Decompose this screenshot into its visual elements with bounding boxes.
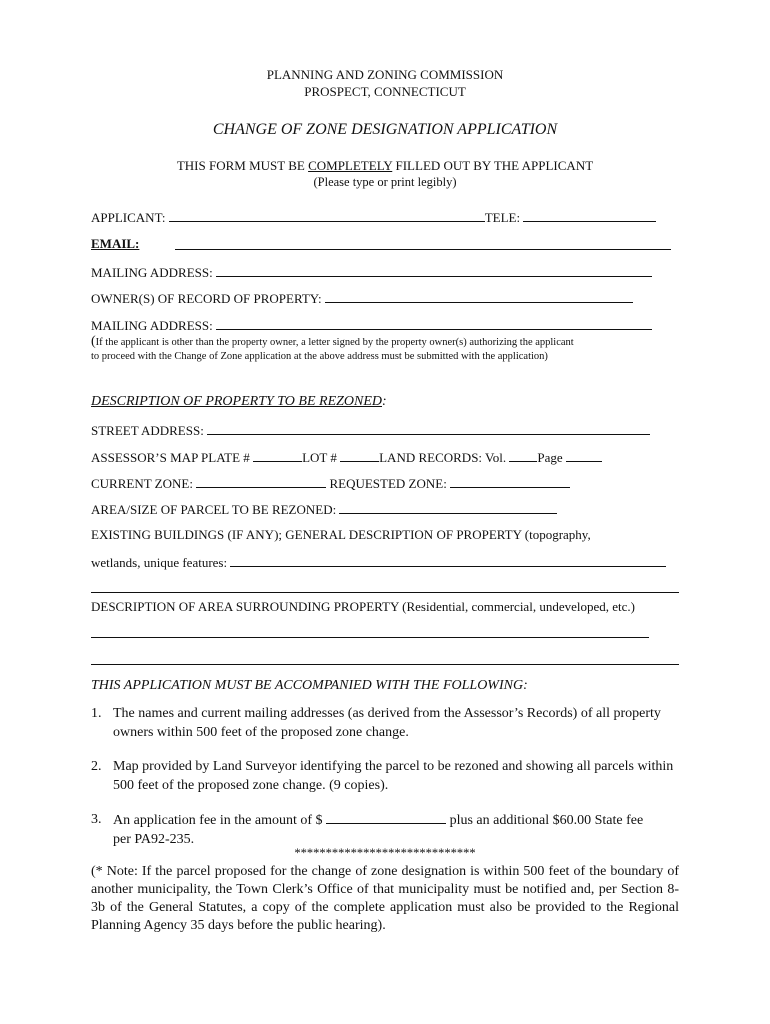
tele-field[interactable] — [523, 209, 656, 222]
page-label: Page — [537, 450, 563, 465]
area-row — [91, 501, 557, 518]
instruction-post: FILLED OUT BY THE APPLICANT — [392, 158, 594, 173]
instruction-pre: THIS FORM MUST BE — [176, 158, 309, 173]
fee-text-line2: per PA92-235. — [113, 832, 195, 847]
volume-field[interactable] — [509, 449, 537, 462]
map-plate-label: ASSESSOR’S MAP PLATE # — [91, 450, 250, 465]
mailing-address-row-2 — [91, 317, 652, 334]
area-field[interactable] — [339, 501, 557, 514]
requested-zone-field[interactable] — [450, 475, 570, 488]
requirement-item-2 — [91, 757, 681, 795]
footnote: (* Note: If the parcel proposed for the change of zone designation is within 500 feet of the boundary of another municipality, the Town Clerk’s Office of that municipality must be notified and, per Section 8-3b of the General Statutes, a copy of the complete application must also be provided to the Regional Planning Agency 35 days before the public hearing). — [91, 864, 679, 933]
applicant-row — [91, 209, 656, 226]
applicant-label: APPLICANT: — [91, 210, 166, 225]
form-title: CHANGE OF ZONE DESIGNATION APPLICATION — [212, 121, 558, 138]
note-text-1: If the applicant is other than the property owner, a letter signed by the property owner(s) authorizing the applicant — [95, 337, 574, 348]
area-label: AREA/SIZE OF PARCEL TO BE REZONED: — [91, 502, 337, 517]
requested-zone-label: REQUESTED ZONE: — [329, 476, 447, 491]
requirement-text-1: The names and current mailing addresses (as derived from the Assessor’s Records) of all property owners within 500 feet of the proposed zone change. — [113, 706, 661, 740]
existing-buildings-label: EXISTING BUILDINGS (IF ANY); GENERAL DESCRIPTION OF PROPERTY (topography, — [91, 527, 591, 542]
tele-label: TELE: — [484, 210, 521, 225]
street-address-label: STREET ADDRESS: — [91, 423, 204, 438]
instruction-emphasis: COMPLETELY — [308, 158, 393, 173]
owner-field[interactable] — [325, 290, 633, 303]
map-plate-field[interactable] — [253, 449, 302, 462]
map-plate-row — [91, 449, 602, 466]
owner-row — [91, 290, 633, 307]
form-instruction — [0, 158, 770, 174]
fee-text-post: plus an additional $60.00 State fee — [449, 813, 644, 828]
property-section-title-text: DESCRIPTION OF PROPERTY TO BE REZONED — [91, 394, 383, 409]
asterisk-divider: ***************************** — [294, 846, 476, 860]
street-address-row — [91, 422, 650, 439]
description-line-extra[interactable] — [91, 592, 679, 593]
email-label: EMAIL: — [91, 236, 140, 251]
fee-amount-field[interactable] — [326, 810, 446, 824]
requirement-number-2: 2. — [91, 759, 102, 774]
wetlands-row — [91, 554, 666, 571]
mailing-address-field-2[interactable] — [216, 317, 652, 330]
instruction-subtext: (Please type or print legibly) — [313, 175, 457, 189]
mailing-address-row-1 — [91, 264, 652, 281]
lot-field[interactable] — [340, 449, 379, 462]
surrounding-field-1[interactable] — [91, 637, 649, 638]
note-open-paren: ( — [91, 334, 96, 349]
property-section-colon: : — [382, 394, 387, 409]
zone-row — [91, 475, 570, 492]
town-name: PROSPECT, CONNECTICUT — [304, 84, 466, 99]
commission-name: PLANNING AND ZONING COMMISSION — [266, 67, 504, 82]
page-field[interactable] — [566, 449, 602, 462]
owner-authorization-note-2: to proceed with the Change of Zone application at the above address must be submitted with the application) — [91, 351, 548, 362]
requirements-title: THIS APPLICATION MUST BE ACCOMPANIED WITH THE FOLLOWING: — [91, 678, 528, 693]
current-zone-label: CURRENT ZONE: — [91, 476, 193, 491]
requirement-item-1 — [91, 704, 681, 742]
owner-label: OWNER(S) OF RECORD OF PROPERTY: — [91, 291, 322, 306]
fee-text-pre: An application fee in the amount of $ — [113, 813, 323, 828]
requirement-number-3: 3. — [91, 812, 102, 827]
surrounding-label: DESCRIPTION OF AREA SURROUNDING PROPERTY (Residential, commercial, undeveloped, etc.) — [91, 599, 635, 614]
requirement-number-1: 1. — [91, 706, 102, 721]
mailing-address-label-1: MAILING ADDRESS: — [91, 265, 213, 280]
land-records-label: LAND RECORDS: Vol. — [379, 450, 507, 465]
wetlands-label: wetlands, unique features: — [91, 555, 228, 570]
lot-label: LOT # — [302, 450, 337, 465]
current-zone-field[interactable] — [196, 475, 326, 488]
surrounding-field-2[interactable] — [91, 664, 679, 665]
mailing-address-field-1[interactable] — [216, 264, 652, 277]
mailing-address-label-2: MAILING ADDRESS: — [91, 318, 213, 333]
property-section-title — [91, 394, 387, 410]
wetlands-field[interactable] — [230, 554, 666, 567]
requirement-text-3 — [113, 810, 681, 849]
street-address-field[interactable] — [207, 422, 650, 435]
owner-authorization-note-1 — [91, 334, 574, 350]
requirement-text-2: Map provided by Land Surveyor identifying the parcel to be rezoned and showing all parcels within 500 feet of the proposed zone change. (9 copies). — [113, 759, 674, 793]
email-field[interactable] — [175, 249, 671, 250]
applicant-field[interactable] — [169, 209, 485, 222]
requirement-item-3 — [91, 810, 681, 848]
